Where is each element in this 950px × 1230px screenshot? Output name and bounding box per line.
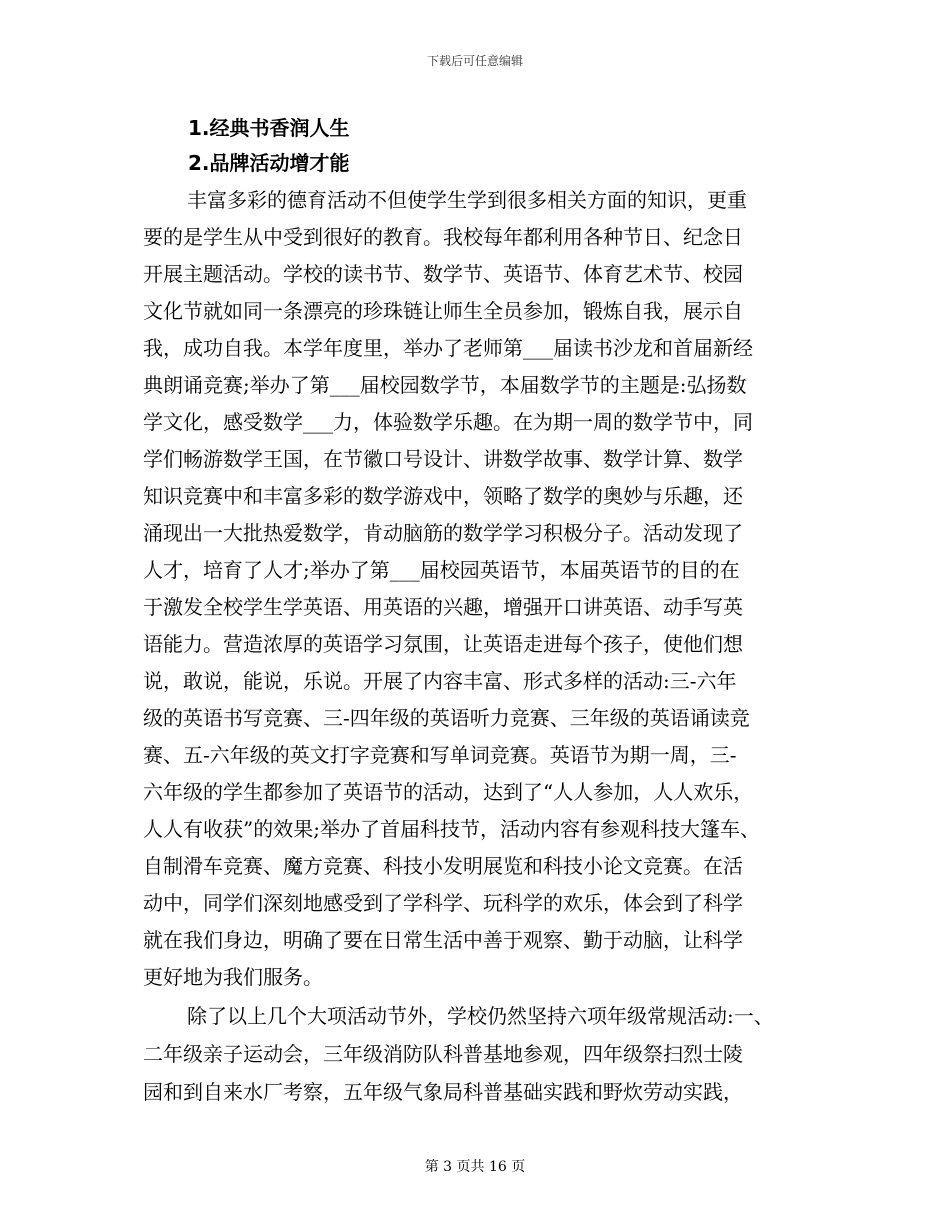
paragraph-line: 要的是学生从中受到很好的教育。我校每年都利用各种节日、纪念日 xyxy=(143,225,743,249)
page-number: 第 3 页共 16 页 xyxy=(424,1159,526,1175)
section-heading-2: 2.品牌活动增才能 xyxy=(188,151,350,175)
paragraph-line: 就在我们身边，明确了要在日常生活中善于观察、勤于动脑，让科学 xyxy=(143,928,743,952)
paragraph-line: 于激发全校学生学英语、用英语的兴趣，增强开口讲英语、动手写英 xyxy=(143,595,743,619)
paragraph-line: 学文化，感受数学___力，体验数学乐趣。在为期一周的数学节中，同 xyxy=(143,410,753,434)
paragraph-line: 自制滑车竞赛、魔方竞赛、科技小发明展览和科技小论文竞赛。在活 xyxy=(143,854,743,878)
paragraph-line: 说，敢说，能说，乐说。开展了内容丰富、形式多样的活动:三-六年 xyxy=(143,669,737,693)
paragraph-line: 六年级的学生都参加了英语节的活动，达到了“人人参加，人人欢乐， xyxy=(143,780,754,804)
paragraph-line: 文化节就如同一条漂亮的珍珠链让师生全员参加，锻炼自我，展示自 xyxy=(143,299,743,323)
paragraph-line: 更好地为我们服务。 xyxy=(143,965,323,989)
section-heading-1: 1.经典书香润人生 xyxy=(188,116,350,140)
paragraph-line: 除了以上几个大项活动节外，学校仍然坚持六项年级常规活动:一、 xyxy=(187,1004,774,1028)
paragraph-line: 开展主题活动。学校的读书节、数学节、英语节、体育艺术节、校园 xyxy=(143,262,743,286)
paragraph-line: 级的英语书写竞赛、三-四年级的英语听力竞赛、三年级的英语诵读竞 xyxy=(143,706,750,730)
paragraph-line: 丰富多彩的德育活动不但使学生学到很多相关方面的知识，更重 xyxy=(187,188,747,212)
paragraph-line: 人人有收获”的效果;举办了首届科技节，活动内容有参观科技大篷车、 xyxy=(143,817,760,841)
paragraph-line: 语能力。营造浓厚的英语学习氛围，让英语走进每个孩子，使他们想 xyxy=(143,632,743,656)
paragraph-line: 涌现出一大批热爱数学，肯动脑筋的数学学习积极分子。活动发现了 xyxy=(143,521,743,545)
paragraph-line: 知识竞赛中和丰富多彩的数学游戏中，领略了数学的奥妙与乐趣，还 xyxy=(143,484,743,508)
paragraph-line: 二年级亲子运动会，三年级消防队科普基地参观，四年级祭扫烈士陵 xyxy=(143,1042,743,1066)
paragraph-line: 园和到自来水厂考察，五年级气象局科普基础实践和野炊劳动实践， xyxy=(143,1080,743,1104)
paragraph-line: 动中，同学们深刻地感受到了学科学、玩科学的欢乐，体会到了科学 xyxy=(143,891,743,915)
page-header: 下载后可任意编辑 xyxy=(426,54,523,68)
paragraph-line: 我，成功自我。本学年度里，举办了老师第___届读书沙龙和首届新经 xyxy=(143,336,753,360)
paragraph-line: 赛、五-六年级的英文打字竞赛和写单词竞赛。英语节为期一周，三- xyxy=(143,743,737,767)
paragraph-line: 典朗诵竞赛;举办了第___届校园数学节，本届数学节的主题是:弘扬数 xyxy=(143,373,747,397)
paragraph-line: 人才，培育了人才;举办了第___届校园英语节，本届英语节的目的在 xyxy=(143,558,740,582)
paragraph-line: 学们畅游数学王国，在节徽口号设计、讲数学故事、数学计算、数学 xyxy=(143,447,743,471)
